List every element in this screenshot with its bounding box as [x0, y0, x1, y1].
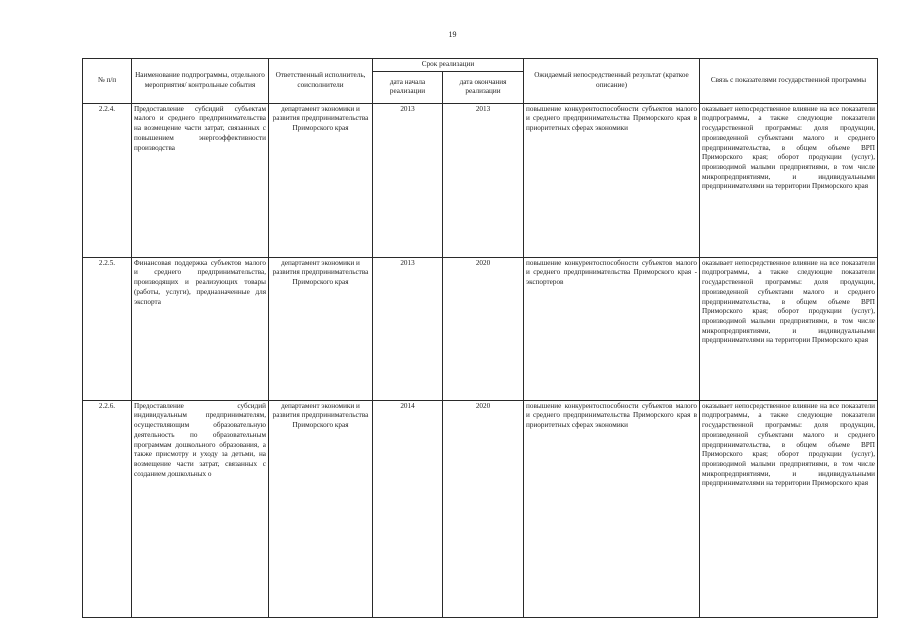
page-number: 19: [448, 30, 457, 39]
row-name: Предоставление субсидий индивидуальным предпринимателям, осуществляющим образовательную деятельность по образовательным программам дошкольного образования, а также присмотру и уходу за детьми, на возмещение части затрат, связанных с созданием дошкольных о: [132, 400, 269, 617]
row-result: повышение конкурентоспособности субъектов малого и среднего предпринимательства Приморского края в приоритетных сферах экономики: [524, 400, 700, 617]
row-end: 2020: [443, 257, 524, 400]
row-responsible: департамент экономики и развития предпринимательства Приморского края: [269, 257, 373, 400]
row-name: Предоставление субсидий субъектам малого и среднего предпринимательства на возмещение части затрат, связанных с повышением энергоэффективности производства: [132, 103, 269, 257]
row-result: повышение конкурентоспособности субъектов малого и среднего предпринимательства Приморского края - экспортеров: [524, 257, 700, 400]
table-row: [83, 400, 878, 617]
row-responsible: департамент экономики и развития предпринимательства Приморского края: [269, 400, 373, 617]
header-name: Наименование подпрограммы, отдельного мероприятия/ контрольные события: [132, 59, 269, 104]
header-end: дата окончания реализации: [443, 71, 524, 103]
row-end: 2020: [443, 400, 524, 617]
header-start: дата начала реализации: [373, 71, 443, 103]
row-num: 2.2.5.: [83, 257, 132, 400]
row-result: повышение конкурентоспособности субъектов малого и среднего предпринимательства Приморского края в приоритетных сферах экономики: [524, 103, 700, 257]
row-num: 2.2.6.: [83, 400, 132, 617]
header-num: № п/п: [83, 59, 132, 104]
row-name: Финансовая поддержка субъектов малого и среднего предпринимательства, производящих и реализующих товары (работы, услуги), предназначенные для экспорта: [132, 257, 269, 400]
header-result: Ожидаемый непосредственный результат (краткое описание): [524, 59, 700, 104]
header-responsible: Ответственный исполнитель, соисполнители: [269, 59, 373, 104]
row-start: 2013: [373, 103, 443, 257]
row-num: 2.2.4.: [83, 103, 132, 257]
row-responsible: департамент экономики и развития предпринимательства Приморского края: [269, 103, 373, 257]
row-end: 2013: [443, 103, 524, 257]
row-link: оказывает непосредственное влияние на все показатели подпрограммы, а также следующие показатели государственной программы: доля продукции, произведенной субъектами малого и среднего предпринимательства, в общем объеме ВРП Приморского края; оборот продукции (услуг), производимой малыми предприятиями, в том числе микропредприятиями, и индивидуальными предпринимателями на территории Приморского края: [700, 103, 878, 257]
row-start: 2013: [373, 257, 443, 400]
row-link: оказывает непосредственное влияние на все показатели подпрограммы, а также следующие показатели государственной программы: доля продукции, произведенной субъектами малого и среднего предпринимательства, в общем объеме ВРП Приморского края; оборот продукции (услуг), производимой малыми предприятиями, в том числе микропредприятиями, и индивидуальными предпринимателями на территории Приморского края: [700, 257, 878, 400]
program-table: [82, 58, 878, 618]
header-link: Связь с показателями государственной программы: [700, 59, 878, 104]
row-link: оказывает непосредственное влияние на все показатели подпрограммы, а также следующие показатели государственной программы: доля продукции, произведенной субъектами малого и среднего предпринимательства, в общем объеме ВРП Приморского края; оборот продукции (услуг), производимой малыми предприятиями, в том числе микропредприятиями, и индивидуальными предпринимателями на территории Приморского края: [700, 400, 878, 617]
row-start: 2014: [373, 400, 443, 617]
header-period: Срок реализации: [373, 59, 524, 72]
header-row-top: [83, 59, 878, 72]
table-row: [83, 103, 878, 257]
table-row: [83, 257, 878, 400]
